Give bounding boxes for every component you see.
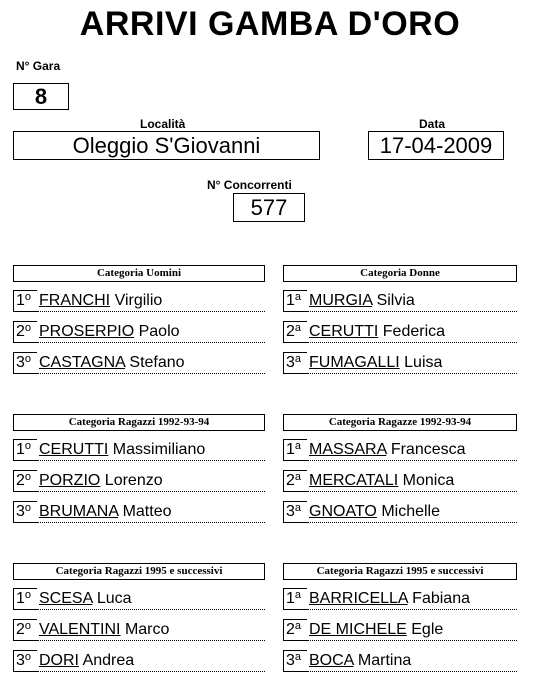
dotted-rule	[37, 460, 265, 461]
category-block	[283, 414, 517, 524]
result-row	[13, 344, 265, 375]
gara-label: N° Gara	[16, 59, 61, 73]
position-badge: 1$^a$	[283, 439, 307, 461]
result-row	[283, 642, 517, 673]
dotted-rule	[37, 609, 265, 610]
dotted-rule	[307, 342, 517, 343]
dotted-rule	[37, 342, 265, 343]
position-badge: 1$^o$	[13, 290, 37, 312]
athlete-name: DORI Andrea	[39, 652, 135, 669]
athlete-name: BRUMANA Matteo	[39, 503, 172, 520]
result-row	[283, 313, 517, 344]
category-title: Categoria Ragazzi 1995 e successivi	[283, 563, 517, 580]
athlete-name: CERUTTI Federica	[309, 323, 446, 340]
category-title: Categoria Ragazzi 1995 e successivi	[13, 563, 265, 580]
position-badge: 1$^a$	[283, 588, 307, 610]
position-badge: 2$^o$	[13, 619, 37, 641]
result-row	[283, 431, 517, 462]
position-badge: 2$^a$	[283, 619, 307, 641]
category-block	[283, 563, 517, 673]
athlete-name: DE MICHELE Egle	[309, 621, 444, 638]
dotted-rule	[307, 609, 517, 610]
position-badge: 2$^a$	[283, 321, 307, 343]
athlete-name: BOCA Martina	[309, 652, 412, 669]
position-badge: 3$^o$	[13, 501, 37, 523]
category-block	[13, 563, 265, 673]
dotted-rule	[37, 491, 265, 492]
category-block	[283, 265, 517, 375]
athlete-name: FUMAGALLI Luisa	[309, 354, 443, 371]
category-title: Categoria Ragazze 1992-93-94	[283, 414, 517, 431]
localita-label: Località	[140, 117, 186, 131]
position-badge: 2$^o$	[13, 321, 37, 343]
data-value: 17-04-2009	[368, 131, 504, 160]
data-label: Data	[419, 117, 446, 131]
dotted-rule	[307, 640, 517, 641]
result-row	[13, 282, 265, 313]
position-badge: 3$^a$	[283, 352, 307, 374]
dotted-rule	[37, 671, 265, 672]
dotted-rule	[307, 671, 517, 672]
athlete-name: MERCATALI Monica	[309, 472, 455, 489]
result-row	[283, 580, 517, 611]
result-row	[13, 580, 265, 611]
athlete-name: MASSARA Francesca	[309, 441, 466, 458]
page-title: ARRIVI GAMBA D'ORO	[79, 5, 461, 43]
athlete-name: BARRICELLA Fabiana	[309, 590, 470, 607]
localita-value: Oleggio S'Giovanni	[13, 131, 320, 160]
result-row	[13, 493, 265, 524]
category-block	[13, 265, 265, 375]
result-row	[13, 462, 265, 493]
athlete-name: CERUTTI Massimiliano	[39, 441, 206, 458]
athlete-name: MURGIA Silvia	[309, 292, 415, 309]
athlete-name: PROSERPIO Paolo	[39, 323, 180, 340]
dotted-rule	[37, 640, 265, 641]
dotted-rule	[307, 373, 517, 374]
result-row	[13, 431, 265, 462]
dotted-rule	[307, 522, 517, 523]
position-badge: 3$^o$	[13, 352, 37, 374]
athlete-name: PORZIO Lorenzo	[39, 472, 163, 489]
position-badge: 1$^a$	[283, 290, 307, 312]
dotted-rule	[307, 491, 517, 492]
result-row	[283, 611, 517, 642]
athlete-name: SCESA Luca	[39, 590, 132, 607]
position-badge: 3$^a$	[283, 650, 307, 672]
result-row	[13, 642, 265, 673]
position-badge: 3$^a$	[283, 501, 307, 523]
category-title: Categoria Donne	[283, 265, 517, 282]
position-badge: 2$^o$	[13, 470, 37, 492]
category-block	[13, 414, 265, 524]
concorrenti-label: N° Concorrenti	[207, 178, 292, 192]
dotted-rule	[37, 373, 265, 374]
athlete-name: VALENTINI Marco	[39, 621, 170, 638]
dotted-rule	[307, 311, 517, 312]
dotted-rule	[37, 522, 265, 523]
result-row	[13, 611, 265, 642]
result-row	[283, 344, 517, 375]
result-row	[283, 462, 517, 493]
position-badge: 1$^o$	[13, 439, 37, 461]
gara-value: 8	[13, 83, 69, 110]
position-badge: 2$^a$	[283, 470, 307, 492]
result-row	[283, 493, 517, 524]
result-row	[13, 313, 265, 344]
category-title: Categoria Ragazzi 1992-93-94	[13, 414, 265, 431]
result-row	[283, 282, 517, 313]
dotted-rule	[307, 460, 517, 461]
position-badge: 3$^o$	[13, 650, 37, 672]
position-badge: 1$^o$	[13, 588, 37, 610]
concorrenti-value: 577	[233, 193, 305, 222]
athlete-name: FRANCHI Virgilio	[39, 292, 163, 309]
athlete-name: GNOATO Michelle	[309, 503, 440, 520]
category-title: Categoria Uomini	[13, 265, 265, 282]
athlete-name: CASTAGNA Stefano	[39, 354, 185, 371]
dotted-rule	[37, 311, 265, 312]
